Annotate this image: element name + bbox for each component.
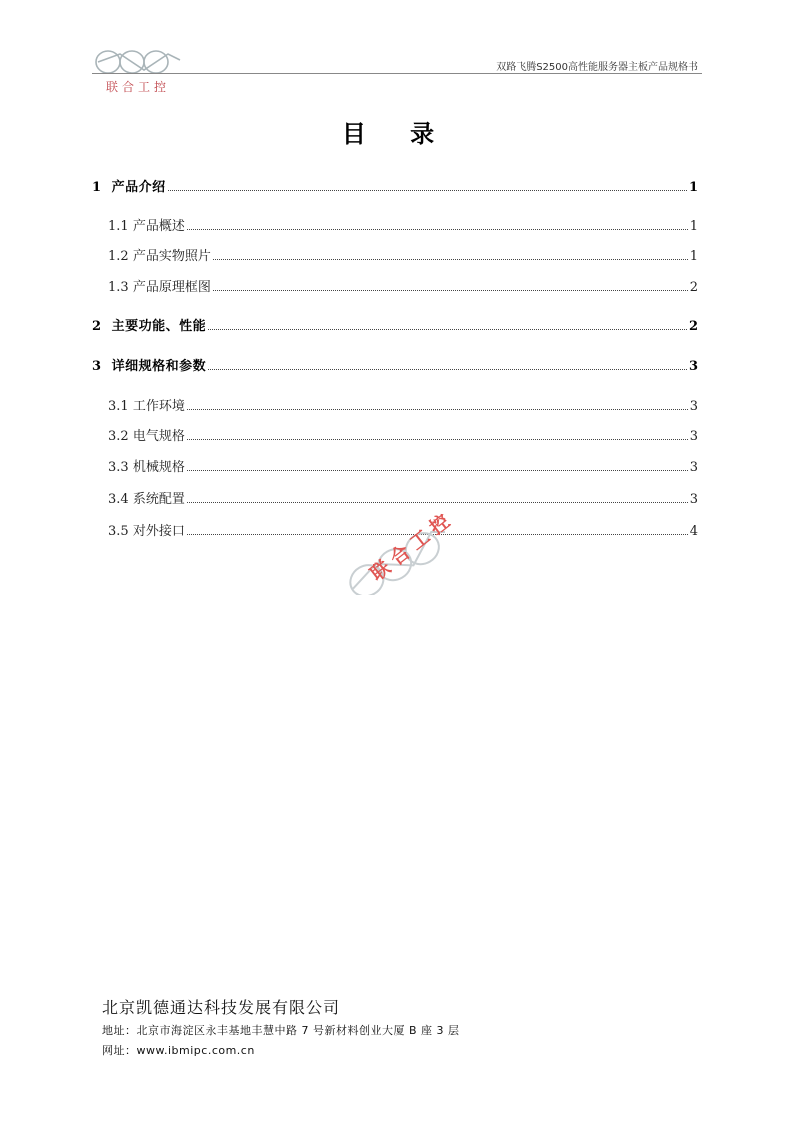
toc-entry-page: 4 [689,524,698,539]
toc-entry-text: 主要功能、性能 [111,319,207,334]
toc-entry-text: 详细规格和参数 [111,359,207,374]
toc-entry-number: 3.3 [108,460,129,475]
toc-leader-dots [208,369,687,370]
toc-entry-3-2[interactable] [108,425,698,444]
toc-entry-number: 1.3 [108,280,129,295]
toc-entry-text: 系统配置 [132,492,185,507]
toc-entry-1-1[interactable] [108,215,698,234]
toc-leader-dots [208,329,687,330]
toc-entry-text: 电气规格 [132,429,185,444]
toc-leader-dots [187,409,688,410]
toc-leader-dots [168,190,687,191]
toc-entry-number: 1 [92,180,102,195]
toc-entry-number: 2 [92,319,102,334]
toc-entry-number: 3.5 [108,524,129,539]
footer-website[interactable]: 网址：www.ibmipc.com.cn [102,1044,255,1057]
toc-entry-number: 3.1 [108,399,129,414]
toc-entry-page: 3 [689,399,698,414]
toc-entry-number: 3 [92,359,102,374]
footer [102,995,460,1058]
toc-title: 目 录 [341,119,453,148]
toc-entry-number: 1.1 [108,219,129,234]
toc-entry-3[interactable] [92,355,698,374]
toc-entry-text: 机械规格 [132,460,185,475]
toc-entry-page: 1 [689,219,698,234]
watermark-text: 联合工控 [366,506,459,586]
toc-entry-text: 产品概述 [132,219,185,234]
toc-entry-text: 工作环境 [132,399,185,414]
toc-entry-1-2[interactable] [108,245,698,264]
toc-entry-3-1[interactable] [108,395,698,414]
toc-entry-3-3[interactable] [108,456,698,475]
toc-leader-dots [187,229,688,230]
logo-text: 联合工控 [106,80,171,94]
toc-entry-page: 1 [688,180,698,195]
toc-entry-page: 3 [689,460,698,475]
toc-entry-text: 对外接口 [132,524,185,539]
toc-entry-text: 产品介绍 [111,180,166,195]
toc-entry-page: 3 [688,359,698,374]
header-divider [92,73,702,74]
toc-entry-text: 产品实物照片 [132,249,211,264]
toc-leader-dots [187,470,688,471]
document-header-title: 双路飞腾S2500高性能服务器主板产品规格书 [496,62,698,73]
toc-entry-number: 3.4 [108,492,129,507]
toc-leader-dots [213,290,688,291]
footer-company-name: 北京凯德通达科技发展有限公司 [102,998,341,1017]
toc-entry-page: 1 [689,249,698,264]
toc-entry-1[interactable] [92,176,698,195]
toc-leader-dots [213,259,688,260]
toc-entry-text: 产品原理框图 [132,280,211,295]
toc-entry-page: 3 [689,429,698,444]
toc-entry-2[interactable] [92,315,698,334]
toc-entry-1-3[interactable] [108,276,698,295]
toc-entry-page: 3 [689,492,698,507]
toc-entry-number: 1.2 [108,249,129,264]
toc-leader-dots [187,439,688,440]
watermark [330,505,470,625]
toc-entry-number: 3.2 [108,429,129,444]
toc-entry-page: 2 [688,319,698,334]
company-logo [92,44,188,98]
toc-leader-dots [187,502,688,503]
toc-entry-page: 2 [689,280,698,295]
footer-address: 地址：北京市海淀区永丰基地丰慧中路 7 号新材料创业大厦 B 座 3 层 [102,1024,460,1037]
